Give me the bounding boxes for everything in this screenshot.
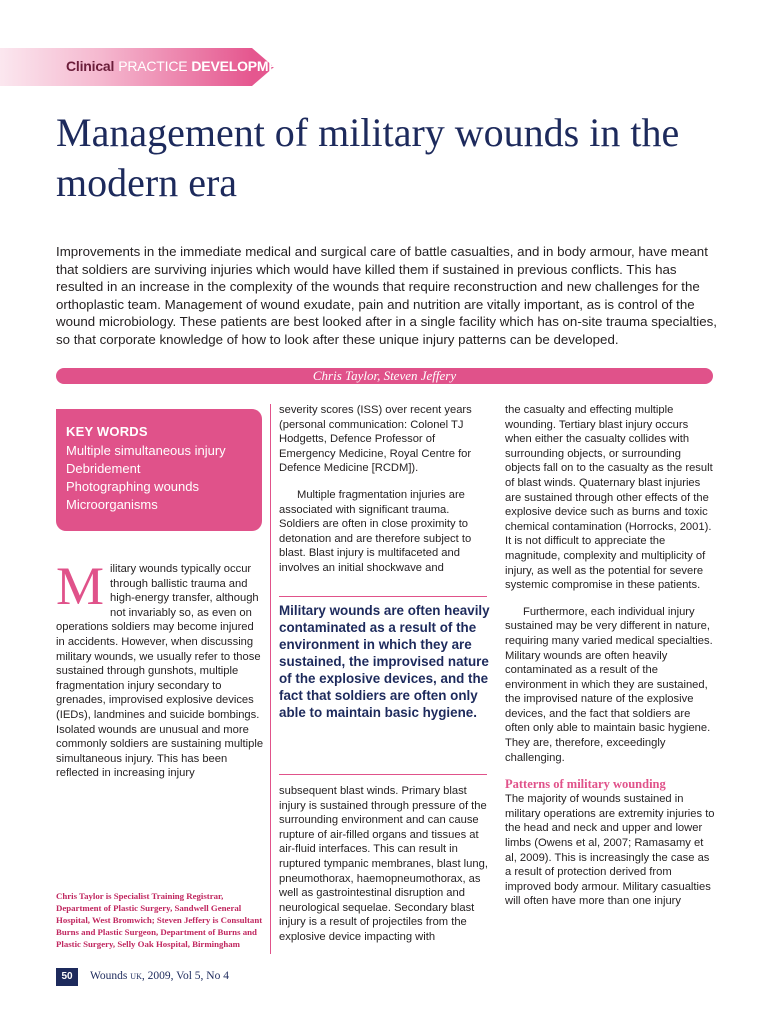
keyword-item: Multiple simultaneous injury [66,443,226,458]
section-label [66,58,296,74]
col3-paragraph: The majority of wounds sustained in military operations are extremity injuries to the head and neck and upper and lower limbs (Owens et al, 2007; Ramasamy et al, 2009). This is increasingly the case as a result of protection derived from improved body armour. Military casualties will often have more than one injury [505,793,715,908]
col2-paragraph: Multiple fragmentation injuries are associated with significant trauma. Soldiers are often in close proximity to detonation and are therefore subject to blast. Blast injury is multifaceted and involves an initial shockwave and [279,488,472,574]
section-label-clinical: Clinical [66,58,115,74]
authors: Chris Taylor, Steven Jeffery [312,368,457,383]
col2-paragraph: subsequent blast winds. Primary blast injury is sustained through pressure of the surrounding environment and can cause rupture of air-filled organs and tissues at air-fluid interfaces. This can result in ruptured tympanic membranes, blast lung, pneumothorax, haemopneumothorax, as well as gastrointestinal disruption and neurological sequelae. Secondary blast injury is a result of projectiles from the explosive device impacting with [279,785,488,943]
drop-cap: M [56,556,105,616]
article-title: Management of military wounds in the modern era [56,110,680,205]
body-column-1 [56,556,264,781]
article-abstract: Improvements in the immediate medical and surgical care of battle casualties, and in body armour, have meant that soldiers are surviving injuries which would have killed them if sustained in previous conflicts. This has resulted in an increase in the complexity of the wounds that require reconstruction and new challenges for the orthoplastic team. Management of wound exudate, pain and nutrition are vitally important, as is control of the wound microbiology. These patients are best looked after in a single facility which has on-site trauma specialties, so that corporate knowledge of how to look after these unique injury patterns can be developed. [56,244,718,347]
keywords-title: KEY WORDS [66,424,148,439]
body-column-3 [505,403,718,909]
pullquote-rule-top [279,596,487,597]
journal-name: Wounds [90,970,128,982]
body-column-2-bottom [279,784,489,945]
keyword-item: Photographing wounds [66,479,199,494]
section-label-development: DEVELOPMENT [191,58,296,74]
keyword-item: Microorganisms [66,497,158,512]
col3-paragraph: the casualty and effecting multiple wounding. Tertiary blast injury occurs when either the casualty collides with surrounding objects, or surrounding objects fall on to the casualty as the result of blast winds. Quaternary blast injuries are sustained through other effects of the explosive device such as burns and toxic chemical contamination (Horrocks, 2001). It is not difficult to appreciate the magnitude, complexity and multiplicity of injury, as well as the potential for severe systemic compromise in these patients. [505,404,713,592]
pull-quote: Military wounds are often heavily contaminated as a result of the environment in which they are sustained, the improvised nature of the explosive devices, and the fact that soldiers are often only able to maintain basic hygiene. [279,603,490,720]
author-affiliation: Chris Taylor is Specialist Training Registrar, Department of Plastic Surgery, Sandwell General Hospital, West Bromwich; Steven Jeffery is Consultant Burns and Plastic Surgeon, Department of Burns and Plastic Surgery, Selly Oak Hospital, Birmingham [56,891,263,949]
journal-uk: UK [130,972,142,981]
journal-issue: , 2009, Vol 5, No 4 [141,970,229,982]
journal-citation [90,970,229,982]
section-heading: Patterns of military wounding [505,777,666,792]
col1-text: ilitary wounds typically occur through ballistic trauma and high-energy transfer, although not invariably so, as even on operations soldiers may become injured in accidents. However, when discussing military wounds, we usually refer to those sustained through gunshots, multiple fragmentation injury secondary to grenades, improvised explosive devices (IEDs), landmines and suicide bombings. Isolated wounds are unusual and more commonly soldiers are sustaining multiple simultaneous injury. This has been reflected in increasing injury [56,563,264,780]
page-number: 50 [56,968,78,986]
column-divider [270,404,271,954]
section-label-practice: PRACTICE [118,58,188,74]
keyword-item: Debridement [66,461,141,476]
body-column-2-top [279,403,489,576]
pullquote-rule-bottom [279,774,487,775]
col3-paragraph: Furthermore, each individual injury sustained may be very different in nature, requiring many varied medical specialties. Military wounds are often heavily contaminated as a result of the environment in which they are sustained, the improvised nature of the explosive devices, and the fact that soldiers are often only able to maintain basic hygiene. They are, therefore, exceedingly challenging. [505,605,713,764]
col2-paragraph: severity scores (ISS) over recent years (personal communication: Colonel TJ Hodgetts, Defence Professor of Emergency Medicine, Royal Centre for Defence Medicine [RCDM]). [279,404,472,475]
